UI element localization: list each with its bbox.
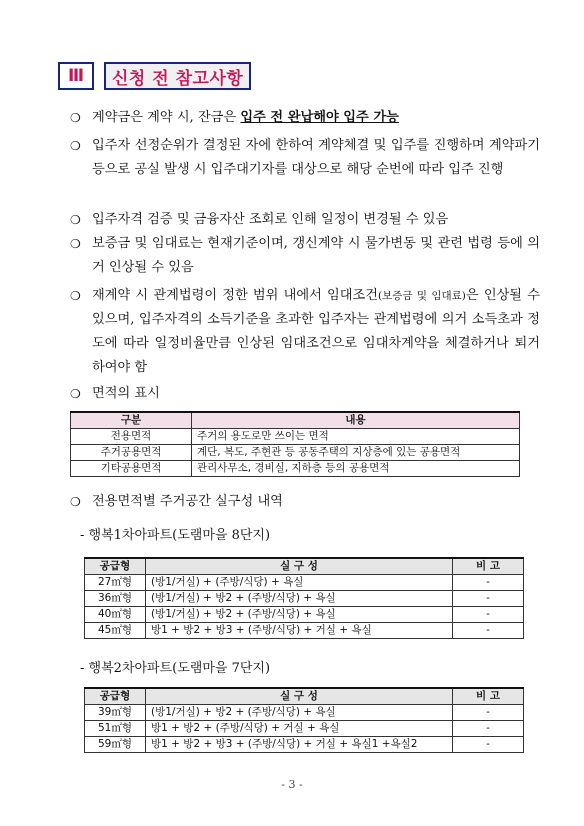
table-header: 비 고 bbox=[453, 688, 524, 705]
table-header: 실 구 성 bbox=[146, 558, 453, 575]
table-row: 주거공용면적 계단, 복도, 주현관 등 공동주택의 지상층에 있는 공용면적 bbox=[71, 445, 520, 461]
page-number: - 3 - bbox=[281, 778, 303, 791]
area-definition-table bbox=[70, 411, 520, 477]
list-item: ❍ 전용면적별 주거공간 실구성 내역 bbox=[70, 490, 540, 514]
table-row: 40㎡형 (방1/거실) + 방2 + (주방/식당) + 욕실 - bbox=[85, 607, 524, 623]
apt1-room-table bbox=[84, 557, 524, 639]
subsection-title: - 행복2차아파트(도램마을 7단지) bbox=[80, 661, 271, 676]
circle-bullet-icon: ❍ bbox=[70, 237, 81, 251]
table-row: 전용면적 주거의 용도로만 쓰이는 면적 bbox=[71, 429, 520, 445]
list-item: ❍ 재계약 시 관계법령이 정한 범위 내에서 임대조건(보증금 및 임대료)은 인상될 수 있으며, 입주자격의 소득기준을 초과한 입주자는 관계법령에 의거 소득초과 정도에 따라 일정비율만큼 인상된 임대조건으로 임대차계약을 체결하거나 퇴거하여야 함 bbox=[70, 284, 540, 380]
list-item: ❍ 계약금은 계약 시, 잔금은 입주 전 완납해야 입주 가능 bbox=[70, 106, 540, 130]
table-row: 39㎡형 (방1/거실) + 방2 + (주방/식당) + 욕실 - bbox=[85, 705, 524, 721]
apt2-room-table bbox=[84, 687, 524, 753]
list-item: ❍ 입주자 선정순위가 결정된 자에 한하여 계약체결 및 입주를 진행하며 계약파기 등으로 공실 발생 시 입주대기자를 대상으로 해당 순번에 따라 입주 진행 bbox=[70, 134, 540, 182]
circle-bullet-icon: ❍ bbox=[70, 213, 81, 227]
table-header: 구분 bbox=[71, 412, 192, 429]
table-row: 27㎡형 (방1/거실) + (주방/식당) + 욕실 - bbox=[85, 575, 524, 591]
table-row: 59㎡형 방1 + 방2 + 방3 + (주방/식당) + 거실 + 욕실1 +욕실2 - bbox=[85, 737, 524, 753]
subsection-title: - 행복1차아파트(도램마을 8단지) bbox=[80, 528, 271, 543]
table-header: 공급형 bbox=[85, 688, 146, 705]
list-item: ❍ 보증금 및 임대료는 현재기준이며, 갱신계약 시 물가변동 및 관련 법령 등에 의거 인상될 수 있음 bbox=[70, 232, 540, 280]
table-row: 45㎡형 방1 + 방2 + 방3 + (주방/식당) + 거실 + 욕실 - bbox=[85, 623, 524, 639]
table-row: 51㎡형 방1 + 방2 + (주방/식당) + 거실 + 욕실 - bbox=[85, 721, 524, 737]
list-item: ❍ 면적의 표시 bbox=[70, 382, 540, 406]
table-header: 내용 bbox=[192, 412, 520, 429]
circle-bullet-icon: ❍ bbox=[70, 289, 81, 303]
list-item: ❍ 입주자격 검증 및 금융자산 조회로 인해 일정이 변경될 수 있음 bbox=[70, 208, 540, 232]
table-header: 실 구 성 bbox=[146, 688, 453, 705]
circle-bullet-icon: ❍ bbox=[70, 111, 81, 125]
circle-bullet-icon: ❍ bbox=[70, 139, 81, 153]
table-row: 36㎡형 (방1/거실) + 방2 + (주방/식당) + 욕실 - bbox=[85, 591, 524, 607]
table-header: 공급형 bbox=[85, 558, 146, 575]
circle-bullet-icon: ❍ bbox=[70, 495, 81, 509]
table-header: 비 고 bbox=[453, 558, 524, 575]
section-heading bbox=[58, 62, 251, 90]
emphasis-text: 입주 전 완납해야 입주 가능 bbox=[240, 110, 399, 125]
circle-bullet-icon: ❍ bbox=[70, 387, 81, 401]
section-title: 신청 전 참고사항 bbox=[104, 62, 251, 90]
table-row: 기타공용면적 관리사무소, 경비실, 지하층 등의 공용면적 bbox=[71, 461, 520, 477]
section-number: Ⅲ bbox=[58, 62, 94, 90]
